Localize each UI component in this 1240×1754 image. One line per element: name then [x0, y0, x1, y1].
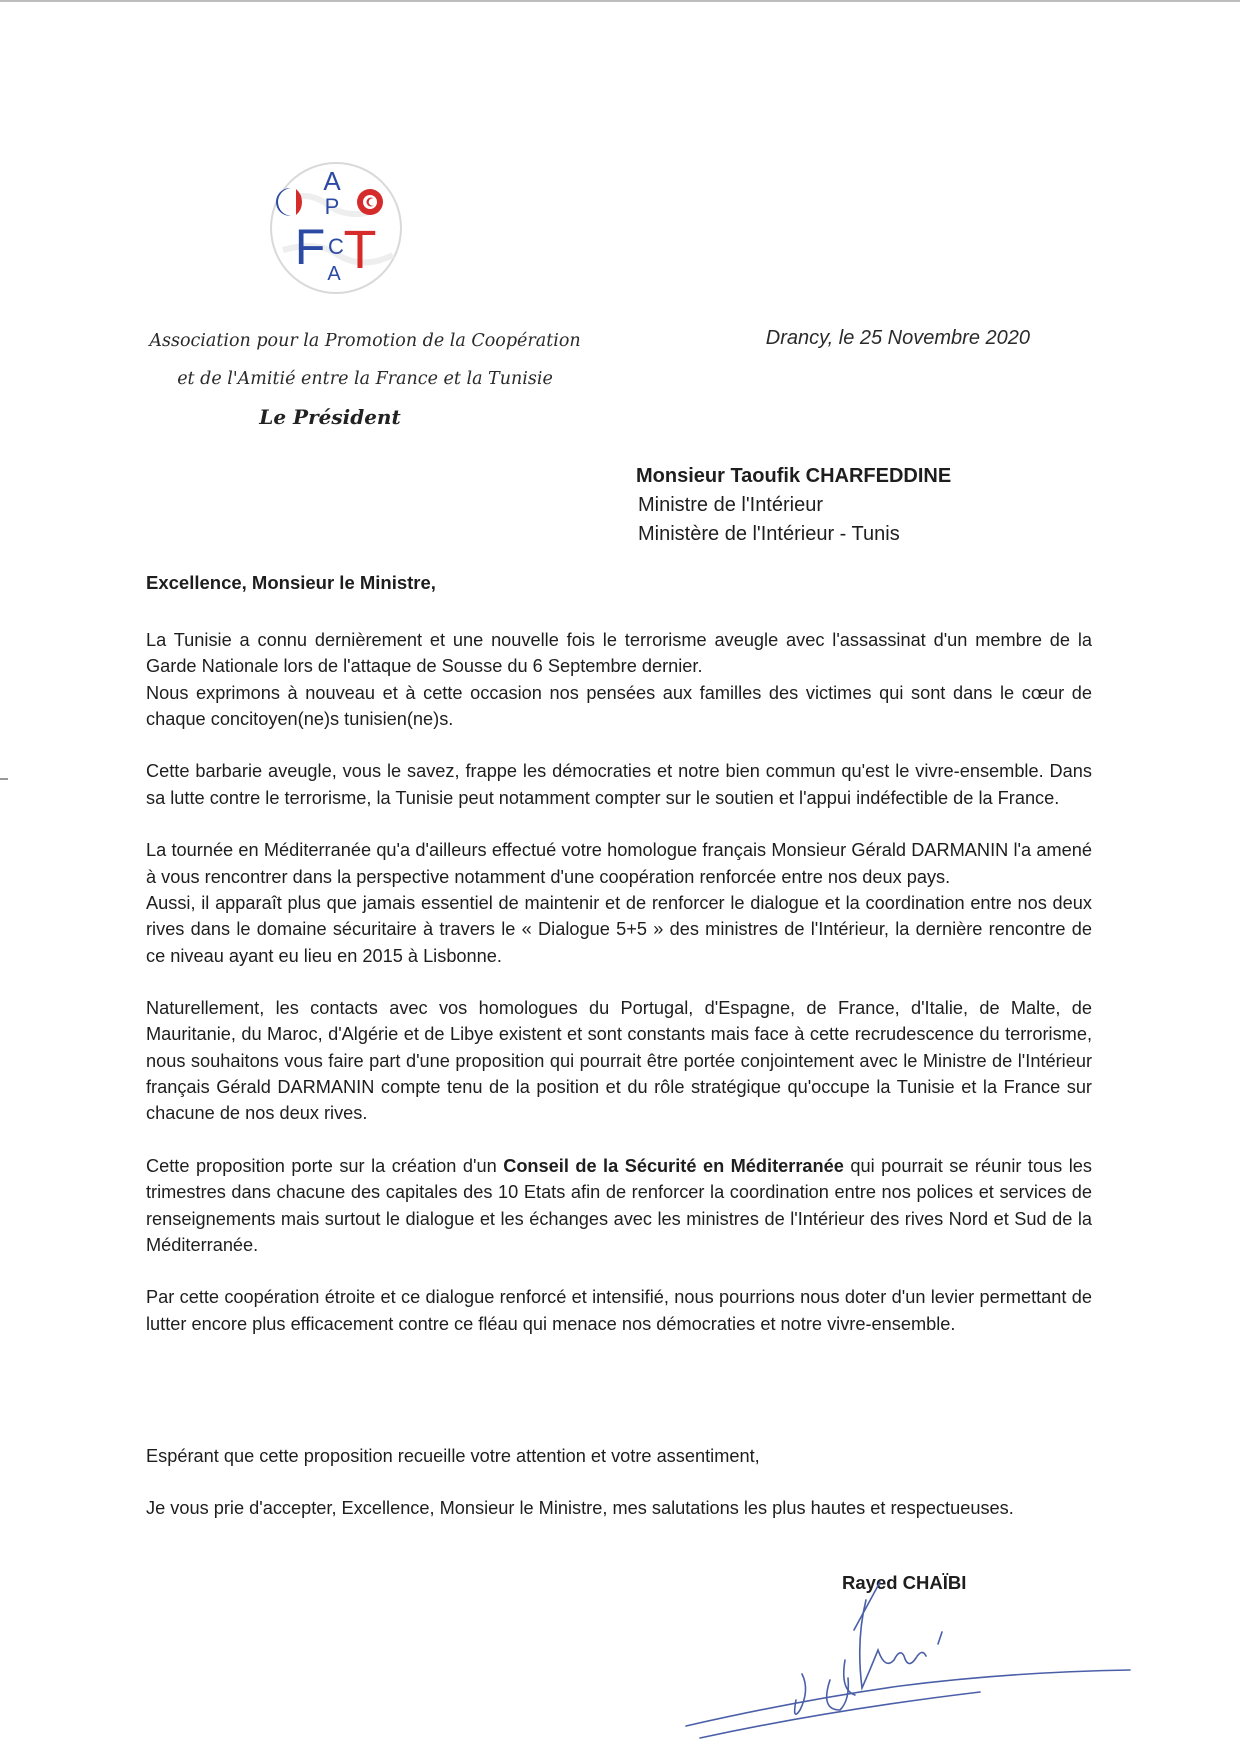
paragraph-1: [146, 627, 1092, 732]
association-logo: [268, 160, 404, 296]
closing-regards: Je vous prie d'accepter, Excellence, Monsieur le Ministre, mes salutations les plus hautes et respectueuses.: [146, 1498, 1014, 1518]
paragraph-6: Par cette coopération étroite et ce dialogue renforcé et intensifié, nous pourrions nous doter d'un levier permettant de lutter encore plus efficacement contre ce fléau qui menace nos démocraties et notre vivre-ensemble.: [146, 1287, 1092, 1334]
paragraph-4: Naturellement, les contacts avec vos homologues du Portugal, d'Espagne, de France, d'Italie, de Malte, de Mauritanie, du Maroc, d'Algérie et de Libye existent et sont constants mais face à cette recrudescence du terrorisme, nous souhaitons vous faire part d'une proposition qui pourrait être portée conjointement avec le Ministre de l'Intérieur français Gérald DARMANIN compte tenu de la position et du rôle stratégique qu'occupe la Tunisie et la France sur chacune de nos deux rives.: [146, 998, 1092, 1124]
recipient-title: Ministre de l'Intérieur: [638, 494, 823, 516]
logo-letter-f: F: [294, 219, 326, 275]
association-name: [130, 322, 600, 398]
logo-letter-a-top: A: [323, 166, 341, 196]
recipient-name: Monsieur Taoufik CHARFEDDINE: [636, 465, 952, 487]
handwritten-signature: [680, 1560, 1140, 1750]
salutation: Excellence, Monsieur le Ministre,: [146, 572, 436, 593]
closing-block: [146, 1443, 1106, 1547]
logo-letter-c: C: [328, 234, 344, 259]
paragraph-5: [146, 1153, 1092, 1258]
council-name: Conseil de la Sécurité en Méditerranée: [503, 1155, 844, 1176]
paragraph-3b-text: Aussi, il apparaît plus que jamais essentiel de maintenir et de renforcer le dialogue et la coordination entre nos deux rives dans le domaine sécuritaire à travers le « Dialogue 5+5 » des ministres de l'Intérieur, la dernière rencontre de ce niveau ayant eu lieu en 2015 à Lisbonne.: [146, 892, 1092, 966]
closing-hope: Espérant que cette proposition recueille votre attention et votre assentiment,: [146, 1446, 760, 1466]
paragraph-1-text: La Tunisie a connu dernièrement et une nouvelle fois le terrorisme aveugle avec l'assassinat d'un membre de la Garde Nationale lors de l'attaque de Sousse du 6 Septembre dernier.: [146, 630, 1092, 677]
paragraph-5-start: Cette proposition porte sur la création d'un: [146, 1155, 504, 1176]
sender-role: Le Président: [259, 405, 401, 429]
signer-name: Rayed CHAÏBI: [842, 1572, 967, 1593]
scan-mark: [0, 778, 8, 780]
association-name-line1: Association pour la Promotion de la Coopération: [149, 331, 581, 351]
logo-letter-p: P: [324, 194, 340, 219]
letter-body: [146, 627, 1092, 1363]
association-name-line2: et de l'Amitié entre la France et la Tunisie: [177, 369, 553, 389]
page-top-border: [0, 0, 1240, 2]
paragraph-5-end: qui pourrait se réunir tous les trimestres dans chacune des capitales des 10 Etats afin de renforcer la coordination entre nos polices et services de renseignements mais surtout le dialogue et les échanges avec les ministres de l'Intérieur des rives Nord et Sud de la Méditerranée.: [146, 1155, 1093, 1255]
recipient-block: [636, 462, 1076, 549]
logo-letter-a-bottom: A: [327, 263, 341, 285]
paragraph-1b-text: Nous exprimons à nouveau et à cette occasion nos pensées aux familles des victimes qui sont dans le cœur de chaque concitoyen(ne)s tunisien(ne)s.: [146, 682, 1092, 729]
recipient-ministry: Ministère de l'Intérieur - Tunis: [638, 523, 900, 545]
logo-letter-t: T: [343, 220, 377, 280]
paragraph-3-text: La tournée en Méditerranée qu'a d'ailleurs effectué votre homologue français Monsieur Gérald DARMANIN l'a amené à vous rencontrer dans la perspective notamment d'une coopération renforcée entre nos deux pays.: [146, 840, 1092, 887]
paragraph-3: [146, 837, 1092, 968]
letter-date: Drancy, le 25 Novembre 2020: [765, 327, 1030, 349]
paragraph-2: Cette barbarie aveugle, vous le savez, frappe les démocraties et notre bien commun qu'est le vivre-ensemble. Dans sa lutte contre le terrorisme, la Tunisie peut notamment compter sur le soutien et l'appui indéfectible de la France.: [146, 761, 1092, 808]
